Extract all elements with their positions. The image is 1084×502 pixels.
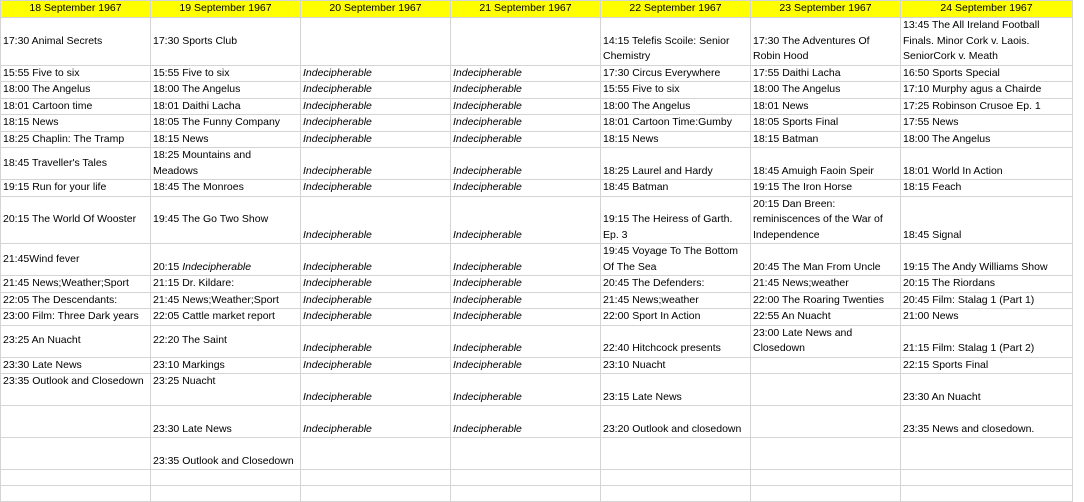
cell[interactable]: 22:05 Cattle market report [151, 309, 301, 326]
cell[interactable] [301, 438, 451, 470]
cell[interactable]: 17:30 The Adventures Of Robin Hood [751, 18, 901, 66]
cell[interactable]: 18:45 Batman [601, 180, 751, 197]
cell[interactable]: 17:30 Animal Secrets [1, 18, 151, 66]
table-row [1, 18, 1073, 66]
table-row [1, 406, 1073, 438]
cell[interactable]: 17:30 Sports Club [151, 18, 301, 66]
cell[interactable]: Indecipherable [451, 148, 601, 180]
cell[interactable]: 23:35 Outlook and Closedown [151, 438, 301, 470]
cell[interactable]: 18:45 Traveller's Tales [1, 148, 151, 180]
cell[interactable] [751, 486, 901, 502]
cell[interactable]: 22:00 Sport In Action [601, 309, 751, 326]
cell[interactable]: Indecipherable [301, 82, 451, 99]
cell[interactable] [451, 18, 601, 66]
cell[interactable]: 23:30 Late News [151, 406, 301, 438]
cell[interactable]: 23:25 Nuacht [151, 374, 301, 406]
cell[interactable]: Indecipherable [301, 115, 451, 132]
table-row [1, 244, 1073, 276]
table-row [1, 292, 1073, 309]
cell[interactable]: Indecipherable [451, 357, 601, 374]
cell[interactable]: 18:00 The Angelus [1, 82, 151, 99]
cell[interactable]: Indecipherable [451, 374, 601, 406]
cell[interactable]: 18:01 Cartoon Time:Gumby [601, 115, 751, 132]
cell[interactable]: 23:25 An Nuacht [1, 325, 151, 357]
table-row [1, 438, 1073, 470]
cell[interactable]: 17:55 Daithi Lacha [751, 65, 901, 82]
cell[interactable]: 18:05 Sports Final [751, 115, 901, 132]
cell[interactable]: 21:15 Dr. Kildare: [151, 276, 301, 293]
cell[interactable]: 23:30 Late News [1, 357, 151, 374]
table-row [1, 98, 1073, 115]
table-row [1, 470, 1073, 486]
cell[interactable]: 20:15 The World Of Wooster [1, 196, 151, 244]
table-row [1, 325, 1073, 357]
cell[interactable]: 17:30 Circus Everywhere [601, 65, 751, 82]
cell[interactable]: 18:45 Signal [901, 196, 1073, 244]
cell[interactable]: 18:25 Chaplin: The Tramp [1, 131, 151, 148]
cell[interactable]: 18:25 Laurel and Hardy [601, 148, 751, 180]
cell[interactable]: 21:45 News;Weather;Sport [151, 292, 301, 309]
cell[interactable] [901, 470, 1073, 486]
cell[interactable]: Indecipherable [451, 244, 601, 276]
cell[interactable] [751, 438, 901, 470]
cell[interactable]: Indecipherable [301, 180, 451, 197]
cell[interactable]: 14:15 Telefis Scoile: Senior Chemistry [601, 18, 751, 66]
cell[interactable]: 18:15 Batman [751, 131, 901, 148]
cell[interactable]: 23:00 Film: Three Dark years [1, 309, 151, 326]
table-row [1, 309, 1073, 326]
cell[interactable]: 18:00 The Angelus [901, 131, 1073, 148]
cell[interactable]: 23:15 Late News [601, 374, 751, 406]
cell[interactable]: 19:45 Voyage To The Bottom Of The Sea [601, 244, 751, 276]
table-row [1, 115, 1073, 132]
cell[interactable]: Indecipherable [301, 148, 451, 180]
cell[interactable] [151, 486, 301, 502]
cell[interactable]: 18:15 Feach [901, 180, 1073, 197]
cell[interactable]: Indecipherable [451, 115, 601, 132]
cell[interactable] [301, 486, 451, 502]
cell[interactable]: 21:45Wind fever [1, 244, 151, 276]
cell[interactable]: Indecipherable [301, 196, 451, 244]
cell[interactable]: 21:15 Film: Stalag 1 (Part 2) [901, 325, 1073, 357]
cell[interactable]: 22:40 Hitchcock presents [601, 325, 751, 357]
cell[interactable]: Indecipherable [301, 374, 451, 406]
cell[interactable]: 22:00 The Roaring Twenties [751, 292, 901, 309]
cell[interactable] [751, 470, 901, 486]
cell[interactable]: 19:45 The Go Two Show [151, 196, 301, 244]
cell[interactable]: 18:01 World In Action [901, 148, 1073, 180]
header-cell[interactable]: 19 September 1967 [151, 1, 301, 18]
cell[interactable]: 17:25 Robinson Crusoe Ep. 1 [901, 98, 1073, 115]
cell[interactable] [601, 438, 751, 470]
cell[interactable] [301, 470, 451, 486]
cell[interactable] [751, 406, 901, 438]
header-cell[interactable]: 23 September 1967 [751, 1, 901, 18]
cell[interactable]: Indecipherable [451, 65, 601, 82]
cell[interactable]: 20:15 The Riordans [901, 276, 1073, 293]
cell[interactable]: 21:45 News;weather [751, 276, 901, 293]
cell[interactable] [601, 470, 751, 486]
cell[interactable] [1, 486, 151, 502]
cell[interactable]: Indecipherable [301, 65, 451, 82]
header-cell[interactable]: 22 September 1967 [601, 1, 751, 18]
table-row [1, 180, 1073, 197]
cell[interactable]: 19:15 Run for your life [1, 180, 151, 197]
cell[interactable] [1, 470, 151, 486]
header-cell[interactable]: 21 September 1967 [451, 1, 601, 18]
cell[interactable]: 15:55 Five to six [151, 65, 301, 82]
cell[interactable]: Indecipherable [301, 292, 451, 309]
cell[interactable]: 18:01 News [751, 98, 901, 115]
cell[interactable]: 15:55 Five to six [1, 65, 151, 82]
cell[interactable]: Indecipherable [301, 244, 451, 276]
cell[interactable]: Indecipherable [301, 309, 451, 326]
cell[interactable]: Indecipherable [451, 406, 601, 438]
cell[interactable]: 20:45 The Man From Uncle [751, 244, 901, 276]
cell[interactable] [151, 244, 301, 276]
cell[interactable]: 20:45 The Defenders: [601, 276, 751, 293]
cell[interactable]: 17:10 Murphy agus a Chairde [901, 82, 1073, 99]
cell[interactable]: 13:45 The All Ireland Football Finals. Minor Cork v. Laois. SeniorCork v. Meath [901, 18, 1073, 66]
table-row [1, 276, 1073, 293]
cell[interactable]: 23:10 Markings [151, 357, 301, 374]
cell[interactable]: 19:15 The Andy Williams Show [901, 244, 1073, 276]
cell[interactable]: 22:05 The Descendants: [1, 292, 151, 309]
cell[interactable]: 21:00 News [901, 309, 1073, 326]
cell[interactable]: Indecipherable [451, 325, 601, 357]
cell-time: 20:15 [153, 260, 183, 273]
table-row [1, 357, 1073, 374]
cell[interactable]: 23:10 Nuacht [601, 357, 751, 374]
table-row [1, 486, 1073, 502]
cell[interactable]: 19:15 The Heiress of Garth. Ep. 3 [601, 196, 751, 244]
cell-indecipherable: Indecipherable [182, 260, 252, 273]
cell[interactable] [451, 470, 601, 486]
cell[interactable]: 18:00 The Angelus [601, 98, 751, 115]
cell[interactable]: Indecipherable [451, 98, 601, 115]
cell[interactable]: Indecipherable [451, 196, 601, 244]
cell[interactable]: Indecipherable [451, 292, 601, 309]
cell[interactable] [1, 406, 151, 438]
cell[interactable]: 18:15 News [601, 131, 751, 148]
cell[interactable]: 23:35 News and closedown. [901, 406, 1073, 438]
cell[interactable] [601, 486, 751, 502]
cell[interactable]: Indecipherable [451, 131, 601, 148]
cell[interactable] [301, 18, 451, 66]
cell[interactable]: 22:15 Sports Final [901, 357, 1073, 374]
cell[interactable]: 18:15 News [151, 131, 301, 148]
cell[interactable] [751, 357, 901, 374]
cell[interactable]: Indecipherable [301, 406, 451, 438]
cell[interactable]: 18:45 The Monroes [151, 180, 301, 197]
cell[interactable]: Indecipherable [451, 276, 601, 293]
cell[interactable]: 20:15 Dan Breen: reminiscences of the War of Independence [751, 196, 901, 244]
cell[interactable]: Indecipherable [301, 325, 451, 357]
cell[interactable]: 23:00 Late News and Closedown [751, 325, 901, 357]
cell[interactable]: 18:01 Cartoon time [1, 98, 151, 115]
cell[interactable]: 18:15 News [1, 115, 151, 132]
cell[interactable]: 23:35 Outlook and Closedown [1, 374, 151, 406]
cell[interactable]: Indecipherable [301, 98, 451, 115]
header-cell[interactable]: 20 September 1967 [301, 1, 451, 18]
cell[interactable]: 18:01 Daithi Lacha [151, 98, 301, 115]
cell[interactable] [901, 438, 1073, 470]
cell[interactable]: 17:55 News [901, 115, 1073, 132]
cell[interactable]: 18:00 The Angelus [151, 82, 301, 99]
cell[interactable]: 18:05 The Funny Company [151, 115, 301, 132]
cell[interactable]: Indecipherable [301, 276, 451, 293]
cell[interactable]: 18:25 Mountains and Meadows [151, 148, 301, 180]
cell[interactable]: 22:55 An Nuacht [751, 309, 901, 326]
cell[interactable] [1, 438, 151, 470]
table-row [1, 196, 1073, 244]
cell[interactable]: 15:55 Five to six [601, 82, 751, 99]
header-cell[interactable]: 24 September 1967 [901, 1, 1073, 18]
table-row [1, 131, 1073, 148]
cell[interactable]: 18:45 Amuigh Faoin Speir [751, 148, 901, 180]
cell[interactable] [901, 486, 1073, 502]
table-row [1, 148, 1073, 180]
header-row [1, 1, 1073, 18]
cell[interactable]: Indecipherable [451, 309, 601, 326]
table-row [1, 65, 1073, 82]
cell[interactable]: 21:45 News;weather [601, 292, 751, 309]
cell[interactable]: 16:50 Sports Special [901, 65, 1073, 82]
cell[interactable]: 21:45 News;Weather;Sport [1, 276, 151, 293]
cell[interactable]: 20:45 Film: Stalag 1 (Part 1) [901, 292, 1073, 309]
cell[interactable]: Indecipherable [451, 82, 601, 99]
cell[interactable]: 23:30 An Nuacht [901, 374, 1073, 406]
cell[interactable]: 18:00 The Angelus [751, 82, 901, 99]
cell[interactable]: Indecipherable [301, 357, 451, 374]
cell[interactable]: 23:20 Outlook and closedown [601, 406, 751, 438]
table-row [1, 82, 1073, 99]
cell[interactable]: Indecipherable [451, 180, 601, 197]
cell[interactable] [451, 438, 601, 470]
table-row [1, 374, 1073, 406]
cell[interactable]: Indecipherable [301, 131, 451, 148]
header-cell[interactable]: 18 September 1967 [1, 1, 151, 18]
cell[interactable] [451, 486, 601, 502]
cell[interactable] [751, 374, 901, 406]
cell[interactable] [151, 470, 301, 486]
cell[interactable]: 19:15 The Iron Horse [751, 180, 901, 197]
cell[interactable]: 22:20 The Saint [151, 325, 301, 357]
